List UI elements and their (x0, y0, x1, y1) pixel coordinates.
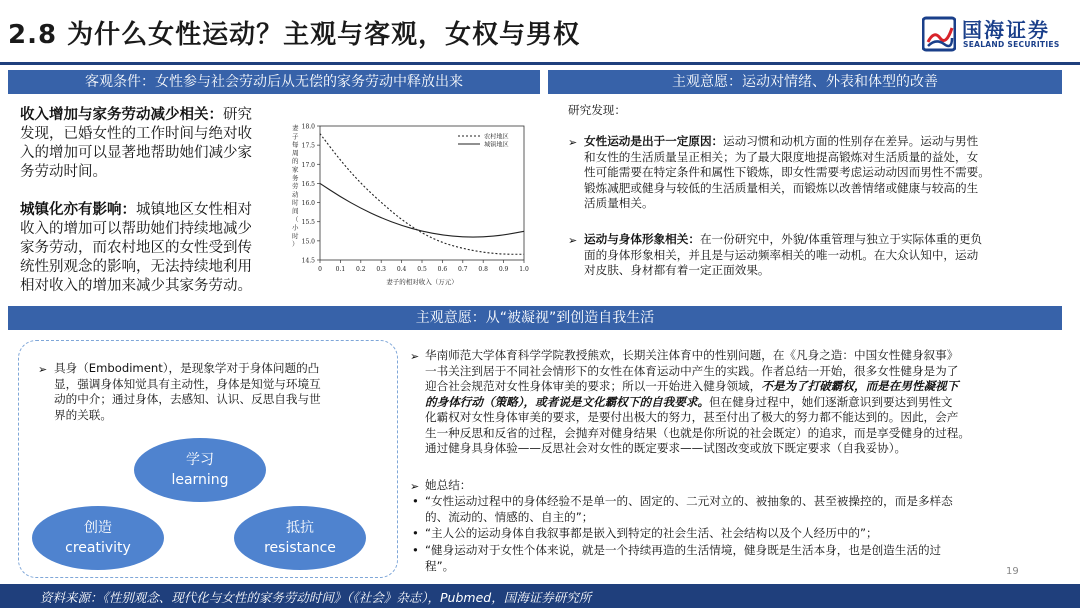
urbanization-paragraph: 城镇化亦有影响：城镇地区女性相对 收入的增加可以帮助她们持续地减少 家务劳动，而农村地区的女性受到传 统性别观念的影响，无法持续地利用 相对收入的增加来减少其家务劳动。 (20, 202, 252, 294)
company-logo (922, 12, 1072, 60)
header-divider (0, 62, 1080, 65)
source-note: 资料来源：《性别观念、现代化与女性的家务劳动时间》（《社会》杂志），Pubmed，国海证券研究所 (40, 590, 592, 605)
y-tick-label: 16.5 (301, 180, 315, 188)
y-tick-label: 18.0 (301, 123, 315, 131)
x-tick-label: 0 (318, 266, 322, 273)
income-heading: 收入增加与家务劳动减少相关： (20, 107, 223, 123)
y-tick-label: 17.5 (301, 142, 315, 150)
bullet-arrow-icon: ➢ (568, 234, 578, 247)
sealand-logo-icon (922, 16, 956, 52)
y-axis-label: 妻子每周的家务劳动时间（小时） (292, 124, 299, 249)
x-tick-label: 0.6 (437, 266, 448, 273)
emphasis-text: 的身体行动（策略），或者说是文化霸权下的自我要求。 (425, 394, 710, 409)
x-tick-label: 0.5 (417, 266, 427, 273)
x-tick-label: 0.9 (498, 266, 509, 273)
housework-income-chart (286, 118, 548, 290)
y-tick-label: 15.5 (301, 219, 315, 227)
subjective-will-bar: 主观意愿：运动对情绪、外表和体型的改善 (548, 70, 1062, 94)
emphasis-text: 不是为了打破霸权，而是在男性凝视下 (761, 379, 959, 393)
bullet-arrow-icon: ➢ (410, 350, 420, 363)
bullet-dot-icon: • (412, 543, 419, 557)
income-paragraph: 收入增加与家务劳动减少相关：研究 发现，已婚女性的工作时间与绝对收 入的增加可以显著地帮助她们减少家 务劳动时间。 (20, 107, 252, 180)
summary-quote-1: “女性运动过程中的身体经验不是单一的、固定的、二元对立的、被抽象的、甚至被操控的，而是多样态 的、流动的、情感的、自主的”； (425, 494, 953, 524)
page-title: 2.8 为什么女性运动？主观与客观，女权与男权 (8, 20, 581, 50)
xiong-huan-paragraph: 华南师范大学体育科学学院教授熊欢，长期关注体育中的性别问题，在《凡身之造：中国女性健身叙事》 一书关注到居于不同社会情形下的女性在体育运动中产生的实践。作者总结一开始，很多女性健身是为了 迎合社会规范对女性身体审美的要求；所以一开始进入健身领域，不是为了打破霸权，而是在男性凝视下 的身体行动（策略），或者说是文化霸权下的自我要求。但在健身过程中，她们逐渐意识到要达到男性文 化霸权对女性身体审美的要求，是要付出极大的努力，甚至付出了极大的努力都不能达到的。因此，会产 生一种反思和反省的过程，会抛弃对健身结果（也就是你所说的社会既定）的追求，而是享受健身的过程。 通过健身具身体验——反思社会对女性的既定要求——试图改变或放下既定要求（自我妥协）。 (425, 348, 970, 455)
bullet-dot-icon: • (412, 494, 419, 508)
series-line-urban (320, 183, 524, 237)
x-tick-label: 0.3 (376, 266, 386, 273)
motivation-bullet: 女性运动是出于一定原因：运动习惯和动机方面的性别存在差异。运动与男性 和女性的生活质量呈正相关；为了最大限度地提高锻炼对生活质量的益处，女 性可能需要在特定条件和属性下锻炼，即女性需要考虑运动动因而男性不需要。 锻炼减肥或健身与较低的生活质量相关，而锻炼以改善情绪或健康与较高的生 活质量相关。 (584, 134, 990, 210)
bullet-arrow-icon: ➢ (38, 363, 48, 376)
legend-label: 农村地区 (484, 133, 509, 141)
y-tick-label: 15.0 (301, 238, 315, 246)
logo-en-text: SEALAND SECURITIES (963, 40, 1060, 49)
bullet-dot-icon: • (412, 526, 419, 540)
bullet-arrow-icon: ➢ (410, 480, 420, 493)
x-tick-label: 0.8 (478, 266, 488, 273)
urbanization-heading: 城镇化亦有影响： (20, 202, 136, 218)
page-number: 19 (1006, 566, 1019, 577)
x-tick-label: 0.2 (356, 266, 366, 273)
x-axis-label: 妻子的相对收入（万元） (386, 278, 458, 286)
objective-condition-bar: 客观条件：女性参与社会劳动后从无偿的家务劳动中释放出来 (8, 70, 540, 94)
creativity-circle: 创造 creativity (32, 506, 164, 570)
summary-title: 她总结： (425, 478, 472, 492)
x-tick-label: 0.1 (335, 266, 346, 273)
y-tick-label: 14.5 (301, 257, 315, 265)
learning-circle: 学习 learning (134, 438, 266, 502)
summary-quote-3: “健身运动对于女性个体来说，就是一个持续再造的生活情境，健身既是生活本身，也是创造生活的过 程”。 (425, 543, 942, 573)
logo-cn-text: 国海证券 (962, 18, 1050, 42)
research-intro: 研究发现： (568, 103, 626, 117)
body-image-bullet: 运动与身体形象相关：在一份研究中，外貌/体重管理与独立于实际体重的更负 面的身体形象相关，并且是与运动频率相关的唯一动机。在大众认知中，运动 对皮肤、身材都有着一定正面效果。 (584, 232, 983, 277)
x-tick-label: 0.4 (396, 266, 407, 273)
y-tick-label: 17.0 (301, 161, 315, 169)
summary-quote-2: “主人公的运动身体自我叙事都是嵌入到特定的社会生活、社会结构以及个人经历中的”； (425, 526, 878, 540)
bullet-arrow-icon: ➢ (568, 136, 578, 149)
resistance-circle: 抵抗 resistance (234, 506, 366, 570)
footer-bar (0, 584, 1080, 608)
gaze-to-self-bar: 主观意愿：从“被凝视”到创造自我生活 (8, 306, 1062, 330)
embodiment-text: 具身（Embodiment），是现象学对于身体问题的凸 显，强调身体知觉具有主动性，身体是知觉与环境互 动的中介；通过身体，去感知、认识、反思自我与世 界的关联。 (54, 361, 321, 422)
x-tick-label: 0.7 (458, 266, 468, 273)
legend-label: 城镇地区 (484, 141, 509, 149)
y-tick-label: 16.0 (301, 200, 315, 208)
x-tick-label: 1.0 (519, 266, 529, 273)
